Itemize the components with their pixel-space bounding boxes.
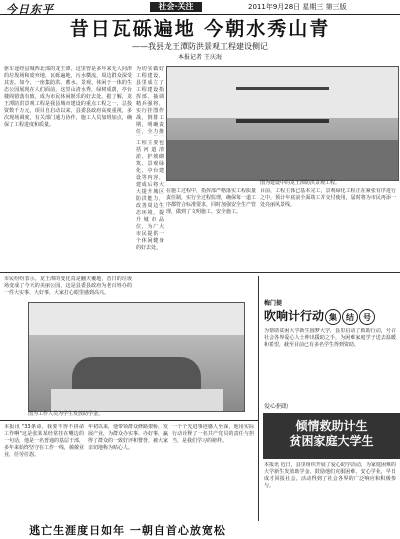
article-column-5: 目前，工程主体已基本完工，景观绿化工程正在紧张有序进行之中，预计年底前全面竣工并交付使用，届时将为市民再添一处亮丽风景线。 xyxy=(260,188,396,208)
bottom-column-3: 一个个先进事迹感人至深，他用实际行动诠释了一名共产党员的责任与担当，是我们学习的榜样。 xyxy=(172,424,254,444)
stamp-char-1: 集 xyxy=(325,309,341,325)
article-column-4: 在施工过程中，指挥部严格落实工程质量责任制，实行全过程监理，确保每一道工序都符合标准要求，同时加强安全生产管理，做到了文明施工、安全施工。 xyxy=(166,188,256,215)
column-divider xyxy=(258,276,259,521)
article-column-2: 为切实做好工程建设，县里成立了工程建设指挥部，抽调精兵强将，实行挂图作战，倒排工期，明确责任，全力推 xyxy=(136,66,164,135)
bottom-column-2: 年初以来，他带领群众修路架桥，发展产业，为群众办实事、办好事，赢得了群众的一致好评和赞誉，被大家亲切地称为贴心人。 xyxy=(88,424,168,451)
banner-line-1: 倾情救助计生 xyxy=(295,419,368,433)
subheadline: ——我县龙王潭防洪景观工程建设侧记 xyxy=(132,42,268,51)
photo-caption-top: 图为建设中的龙王潭防洪景观工程。 xyxy=(260,180,341,186)
aid-banner xyxy=(263,413,400,459)
date-line: 2011年9月28日 星期三 第三版 xyxy=(248,3,347,11)
article-column-6: 市民纷纷表示，龙王潭的变化真是翻天覆地，昔日的垃圾场变成了今天的美丽公园，这是县委县政府为老百姓办的一件大实事、大好事，大家打心眼里感到高兴。 xyxy=(4,276,132,296)
box2-text: 本报讯 近日，县里组织开展了爱心助学活动，为家庭困难的大学新生发放助学金，鼓励他们克服困难，安心学业，早日成才回报社会。活动得到了社会各界的广泛响应和积极参与。 xyxy=(264,462,396,489)
stamp-char-2: 结 xyxy=(342,309,358,325)
page-headline: 昔日瓦砾遍地 今朝水秀山青 xyxy=(69,18,331,40)
lake-pavilion-photo xyxy=(166,66,399,181)
article-column-1: 驱车途经县城西北部的龙王潭，这里曾是多年来无人问津的垃圾场和废弃地，瓦砾遍地，污水横流，周边群众深受其害。如今，一座集防洪、蓄水、景观、休闲于一体的生态公园展现在人们面前，这里山清水秀，绿树成荫，亭台楼阁错落有致，成为市民休闲娱乐的好去处。据了解，龙王潭防洪景观工程是我县城市建设的重点工程之一，总投资数千万元，项目自启动以来，县委县政府高度重视，多次现场调度，有关部门通力协作，施工人员加班加点，确保了工程进度和质量。 xyxy=(4,66,132,128)
aid-ceremony-photo xyxy=(28,302,245,412)
photo-caption-mid: 图为工作人员为学生发放助学金。 xyxy=(28,411,104,417)
section-divider xyxy=(0,272,400,273)
box-label: 梅门提 xyxy=(264,300,283,307)
box-text: 为帮助贫困大学新生圆梦大学，县里启动了救助行动，号召社会各界爱心人士伸出援助之手，为困难家庭学子送去温暖和希望，截至目前已有多名学生得到资助。 xyxy=(264,328,396,348)
stamp-char-3: 号 xyxy=(359,309,375,325)
box-title xyxy=(264,308,375,325)
bottom-headline: 逃亡生涯度日如年 一朝自首心放宽松 xyxy=(29,524,226,537)
byline: 本报记者 王庆海 xyxy=(178,54,222,61)
section-label: 社会·关注 xyxy=(150,2,202,12)
article-column-3: 工程主要包括河道清淤、护坡砌筑、景观绿化、亭台建设等内容，建成后将大大提升城区防洪能力，改善周边生态环境，提升城市品位，为广大市民提供一个休闲健身的好去处。 xyxy=(136,140,164,251)
newspaper-logo: 今日东平 xyxy=(6,3,54,16)
box-title-text: 吹响计行动 xyxy=(264,309,325,323)
bottom-divider xyxy=(0,420,258,421)
banner-line-2: 贫困家庭大学生 xyxy=(289,434,374,448)
bottom-column-1: 本报讯 "33条命，我要不得不拼命工作啊"这是张某某经常挂在嘴边的一句话，他是一名普通的基层干部，多年来始终坚守在工作一线，兢兢业业，任劳任怨。 xyxy=(4,424,84,458)
masthead xyxy=(0,0,400,15)
banner-kicker: 爱心捐助 xyxy=(264,403,289,410)
